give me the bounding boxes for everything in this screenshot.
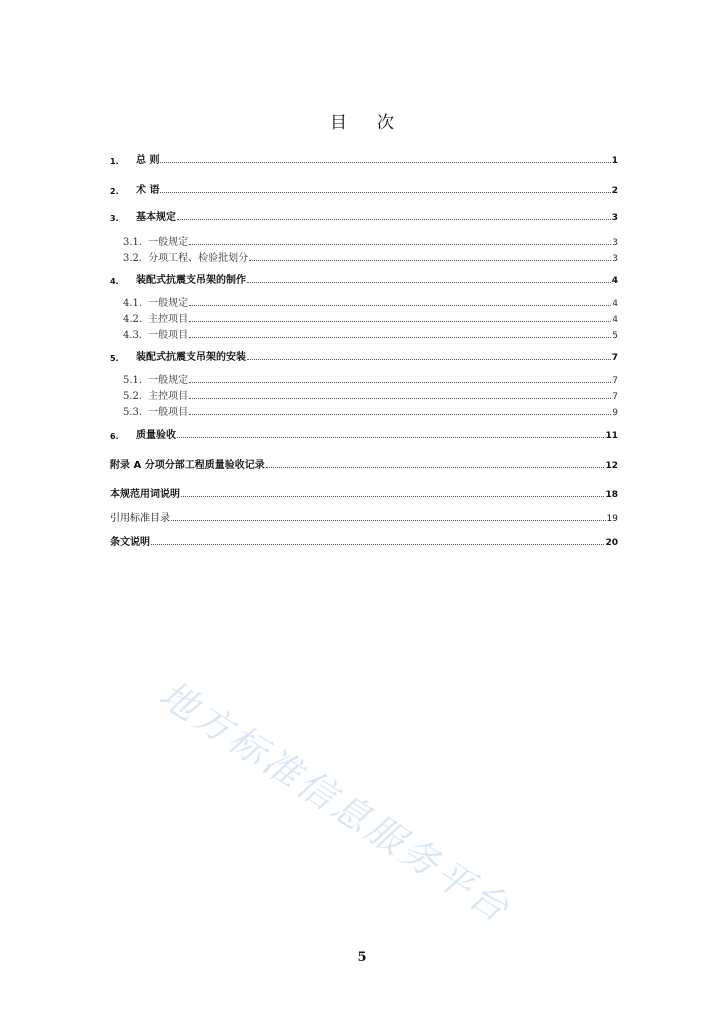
- toc-entry-number: 6.: [110, 432, 119, 441]
- toc-entry-number: 5.1.: [123, 375, 143, 386]
- toc-entry[interactable]: [110, 508, 618, 524]
- toc-leader-dots: [189, 397, 611, 399]
- title-char-2: 次: [377, 113, 394, 133]
- page-number: 5: [357, 950, 367, 965]
- toc-entry[interactable]: [110, 150, 618, 166]
- toc-entry-label: 装配式抗震支吊架的安装: [136, 352, 246, 363]
- toc-entry-number: 5.2.: [123, 391, 143, 402]
- toc-entry-page: 7: [612, 376, 618, 386]
- toc-entry-page: 18: [605, 490, 618, 500]
- toc-entry-page: 1: [611, 156, 618, 166]
- toc-leader-dots: [266, 466, 605, 468]
- toc-entry-page: 4: [611, 276, 618, 286]
- toc-entry-page: 4: [612, 315, 618, 325]
- toc-entry-label: 附录 A 分项分部工程质量验收记录: [110, 460, 265, 471]
- toc-entry-label: 一般项目: [148, 407, 189, 418]
- toc-leader-dots: [189, 243, 611, 245]
- toc-entry-number: 4.: [110, 277, 119, 286]
- toc-entry-label: 一般规定: [148, 375, 189, 386]
- toc-entry-page: 3: [612, 238, 618, 248]
- toc-entry-label: 一般规定: [148, 298, 189, 309]
- toc-entry-number: 3.2.: [123, 253, 143, 264]
- toc-leader-dots: [189, 381, 611, 383]
- toc-leader-dots: [160, 191, 610, 193]
- toc-leader-dots: [189, 320, 611, 322]
- toc-entry[interactable]: [110, 425, 618, 441]
- toc-leader-dots: [177, 218, 611, 220]
- toc-leader-dots: [247, 358, 611, 360]
- page-title: [0, 108, 724, 133]
- toc-entry-page: 3: [612, 254, 618, 264]
- toc-entry-number: 1.: [110, 157, 119, 166]
- toc-entry-page: 3: [611, 213, 618, 223]
- toc-entry[interactable]: [110, 293, 618, 309]
- toc-leader-dots: [160, 161, 610, 163]
- toc-entry[interactable]: [110, 270, 618, 286]
- toc-entry-page: 7: [612, 392, 618, 402]
- toc-leader-dots: [247, 281, 611, 283]
- toc-entry-label: 一般项目: [148, 330, 189, 341]
- toc-entry-label: 分项工程、检验批划分: [148, 253, 249, 264]
- toc-entry[interactable]: [110, 347, 618, 363]
- toc-entry-label: 基本规定: [136, 212, 176, 223]
- toc-entry-number: 4.3.: [123, 330, 143, 341]
- toc-leader-dots: [189, 336, 611, 338]
- toc-entry[interactable]: [110, 309, 618, 325]
- toc-entry-number: 2.: [110, 187, 119, 196]
- toc-entry-page: 4: [612, 299, 618, 309]
- toc-entry[interactable]: [110, 386, 618, 402]
- toc-entry[interactable]: [110, 532, 618, 548]
- toc-entry[interactable]: [110, 248, 618, 264]
- toc-entry[interactable]: [110, 370, 618, 386]
- toc-entry-page: 7: [611, 353, 618, 363]
- toc-entry-page: 5: [612, 331, 618, 341]
- toc-entry-page: 11: [605, 431, 618, 441]
- toc-entry-label: 条文说明: [110, 537, 150, 548]
- toc-entry-label: 装配式抗震支吊架的制作: [136, 275, 246, 286]
- watermark: 地方标准信息服务平台: [151, 672, 519, 932]
- toc-entry[interactable]: [110, 180, 618, 196]
- toc-entry[interactable]: [110, 207, 618, 223]
- toc-entry-label: 术 语: [136, 185, 160, 196]
- toc-entry-label: 一般规定: [148, 237, 189, 248]
- toc-entry-number: 5.: [110, 354, 119, 363]
- toc-entry[interactable]: [110, 402, 618, 418]
- toc-entry-label: 本规范用词说明: [110, 489, 180, 500]
- toc-entry-page: 2: [611, 186, 618, 196]
- toc-leader-dots: [189, 413, 611, 415]
- toc-entry-number: 4.2.: [123, 314, 143, 325]
- toc-entry[interactable]: [110, 484, 618, 500]
- toc-entry-label: 主控项目: [148, 391, 189, 402]
- toc-entry-page: 19: [606, 514, 618, 524]
- toc-entry-number: 3.1.: [123, 237, 143, 248]
- toc-entry-label: 主控项目: [148, 314, 189, 325]
- toc-leader-dots: [181, 495, 604, 497]
- toc-entry-number: 3.: [110, 214, 119, 223]
- toc-entry-number: 5.3.: [123, 407, 143, 418]
- toc-entry-label: 总 则: [136, 155, 160, 166]
- toc-leader-dots: [171, 519, 606, 521]
- toc-leader-dots: [151, 543, 604, 545]
- toc-entry-page: 20: [605, 538, 618, 548]
- toc-entry-page: 9: [612, 408, 618, 418]
- title-char-1: 目: [330, 113, 347, 133]
- toc-entry-label: 质量验收: [136, 430, 176, 441]
- toc-leader-dots: [249, 259, 611, 261]
- toc-entry[interactable]: [110, 232, 618, 248]
- toc-leader-dots: [177, 436, 604, 438]
- toc-entry-number: 4.1.: [123, 298, 143, 309]
- toc-entry-page: 12: [605, 461, 618, 471]
- toc-leader-dots: [189, 304, 611, 306]
- toc-entry-label: 引用标准目录: [110, 513, 170, 524]
- toc-entry[interactable]: [110, 455, 618, 471]
- toc-entry[interactable]: [110, 325, 618, 341]
